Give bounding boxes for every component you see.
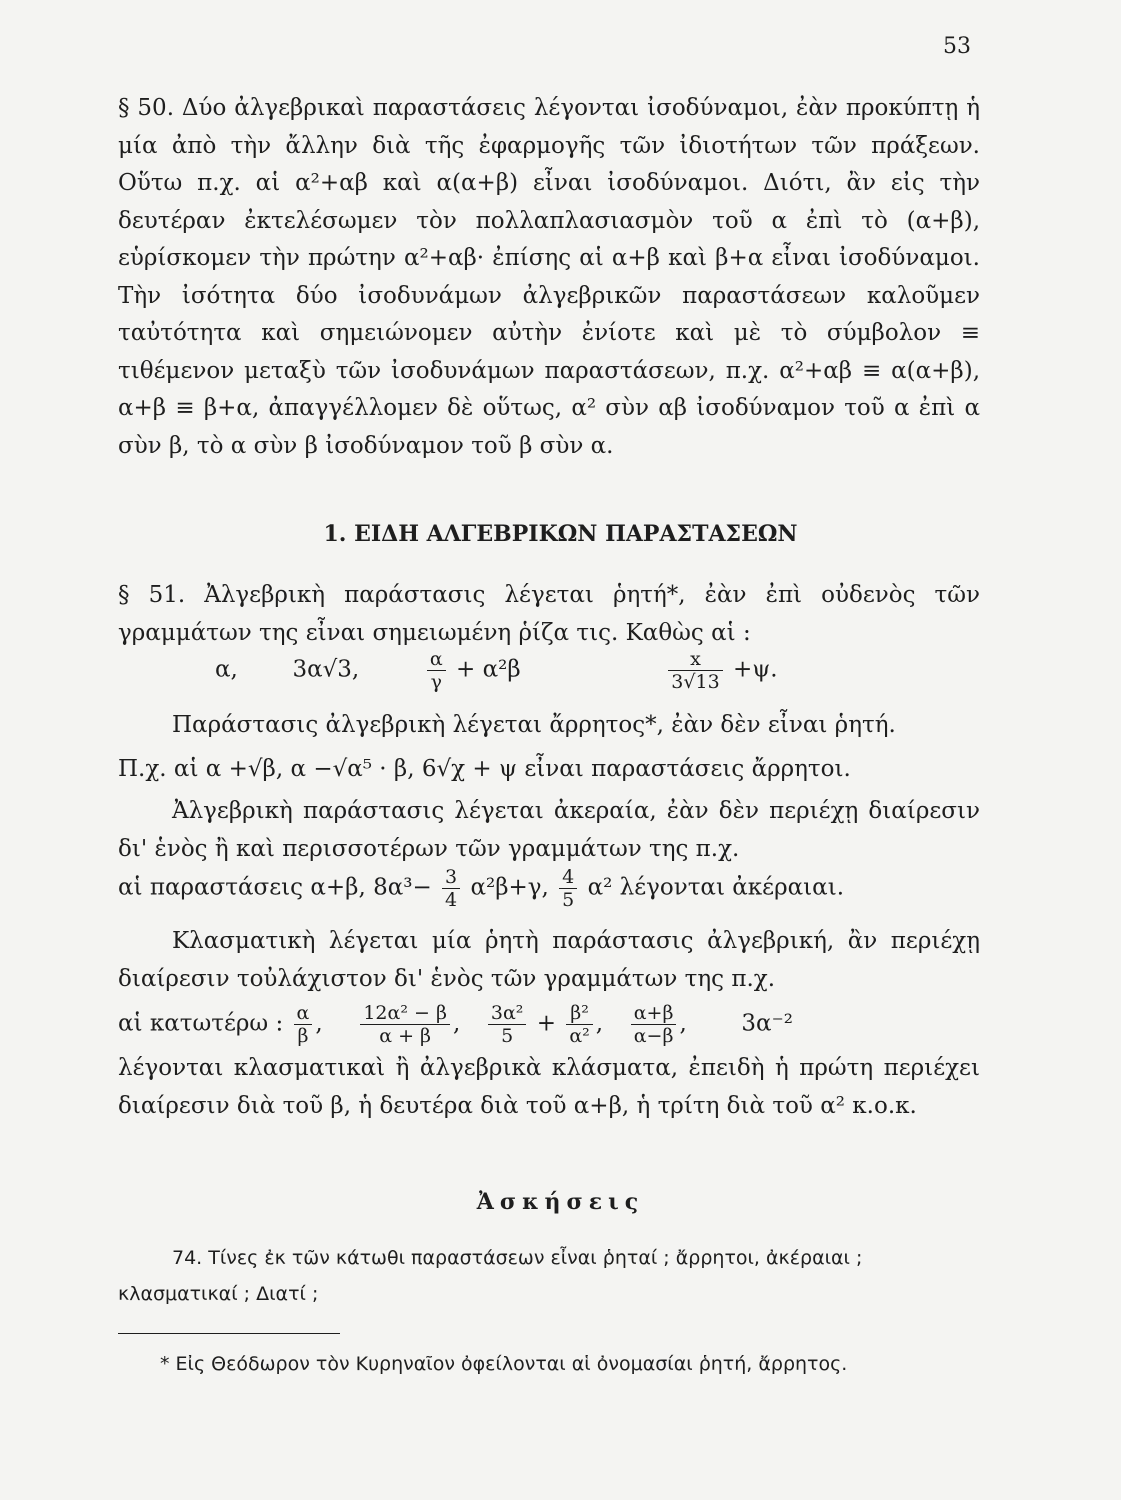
fraction-a-over-b: $\frac{\alpha}{\beta}$ [294,1002,313,1047]
footnote: * Εἰς Θεόδωρον τὸν Κυρηναῖον ὀφείλονται αἱ ὀνομασίαι ῥητή, ἄρρητος. [160,1353,848,1375]
fraction-4-over-5: $\frac{4}{5}$ [559,866,577,911]
section-50-paragraph: § 50. Δύο ἀλγεβρικαὶ παραστάσεις λέγονται ἰσοδύναμοι, ἐὰν προκύπτῃ ἡ μία ἀπὸ τὴν ἄλλην διὰ τῆς ἐφαρμογῆς τῶν ἰδιοτήτων τῶν πράξεων. Οὕτω π.χ. αἱ α²+αβ καὶ α(α+β) εἶναι ἰσοδύναμοι. Διότι, ἂν εἰς τὴν δευτέραν ἐκτελέσωμεν τὸν πολλαπλασιασμὸν τοῦ α ἐπὶ τὸ (α+β), εὑρίσκομεν τὴν πρώτην α²+αβ· ἐπίσης αἱ α+β καὶ β+α εἶναι ἰσοδύναμοι. Τὴν ἰσότητα δύο ἰσοδυνάμων ἀλγεβρικῶν παραστάσεων καλοῦμεν ταὐτότητα καὶ σημειώνομεν αὐτὴν ἐνίοτε καὶ μὲ τὸ σύμβολον ≡ τιθέμενον μεταξὺ τῶν ἰσοδυνάμων παραστάσεων, π.χ. α²+αβ ≡ α(α+β), α+β ≡ β+α, ἀπαγγέλλομεν δὲ οὕτως, α² σὺν αβ ἰσοδύναμον τοῦ α ἐπὶ α σὺν β, τὸ α σὺν β ἰσοδύναμον τοῦ β σὺν α. [118,95,980,459]
fractional-definition: Κλασματικὴ λέγεται μία ῥητὴ παράστασις ἀλγεβρική, ἂν περιέχῃ διαίρεσιν τοὐλάχιστον δι' ἑνὸς τῶν γραμμάτων της π.χ. [118,928,980,992]
fraction-apb-over-amb: $\frac{\alpha+\beta}{\alpha-\beta}$ [631,1002,677,1047]
section-51-paragraph: § 51. Ἀλγεβρικὴ παράστασις λέγεται ῥητή*, ἐὰν ἐπὶ οὐδενὸς τῶν γραμμάτων της εἶναι σημειωμένη ῥίζα τις. Καθὼς αἱ : [118,582,980,646]
example-plus-psi: +ψ. [732,656,778,683]
example-3a-minus2: 3α⁻² [741,1010,793,1037]
example-alpha: α, [215,656,238,683]
fraction-3a2-over-5: $\frac{\text{3α²}}{5}$ [488,1002,527,1047]
fraction-a-over-g: $\frac{\alpha}{\gamma}$ [427,648,446,693]
section-heading: 1. ΕΙΔΗ ΑΛΓΕΒΡΙΚΩΝ ΠΑΡΑΣΤΑΣΕΩΝ [323,521,798,547]
fraction-b2-over-a2: $\frac{\text{β²}}{\text{α²}}$ [566,1002,592,1047]
footnote-rule [118,1333,340,1334]
exercise-74: 74. Τίνες ἐκ τῶν κάτωθι παραστάσεων εἶναι ῥηταί ; ἄρρητοι, ἀκέραιαι ; κλασματικαί ; Διατί ; [118,1247,863,1305]
example-plus-a2b: + α²β [456,656,521,683]
fraction-3-over-4: $\frac{3}{4}$ [442,866,460,911]
rational-examples [215,648,1085,693]
fraction-12a2-b: $\frac{\text{12α² − β}}{\alpha + \beta}$ [360,1002,450,1047]
fraction-x-over-3root13: $\frac{x}{3√13}$ [668,648,722,693]
fractional-explanation: λέγονται κλασματικαὶ ἢ ἀλγεβρικὰ κλάσματα, ἐπειδὴ ἡ πρώτη περιέχει διαίρεσιν διὰ τοῦ β, ἡ δευτέρα διὰ τοῦ α+β, ἡ τρίτη διὰ τοῦ α² κ.ο.κ. [118,1055,980,1119]
integral-examples: αἱ παραστάσεις α+β, 8α³− $\frac{3}{4}$ α²β+γ, $\frac{4}{5}$ α² λέγονται ἀκέραιαι. [118,866,845,911]
irrational-examples: Π.χ. αἱ α +√β, α −√α⁵ · β, 6√χ + ψ εἶναι παραστάσεις ἄρρητοι. [118,756,851,782]
irrational-definition: Παράστασις ἀλγεβρικὴ λέγεται ἄρρητος*, ἐὰν δὲν εἶναι ῥητή. [172,712,896,738]
fractional-examples: αἱ κατωτέρω : $\frac{\alpha}{\beta}$ , $\frac{\text{12α² − β}}{\alpha + \beta}$ , $\frac{\text{3α²}}{5}$ + $\frac{\text{β²}}{\text{α²}}$ , $\frac{\alpha+\beta}{\alpha-\beta}$ , 3α⁻² [118,1002,793,1047]
page-number: 53 [943,34,971,59]
exercises-heading: Ἀσκήσεις [476,1189,645,1215]
example-3a-root3: 3α√3, [292,656,360,683]
integral-definition: Ἀλγεβρικὴ παράστασις λέγεται ἀκεραία, ἐὰν δὲν περιέχῃ διαίρεσιν δι' ἑνὸς ἢ καὶ περισσοτέρων τῶν γραμμάτων της π.χ. [118,798,980,862]
